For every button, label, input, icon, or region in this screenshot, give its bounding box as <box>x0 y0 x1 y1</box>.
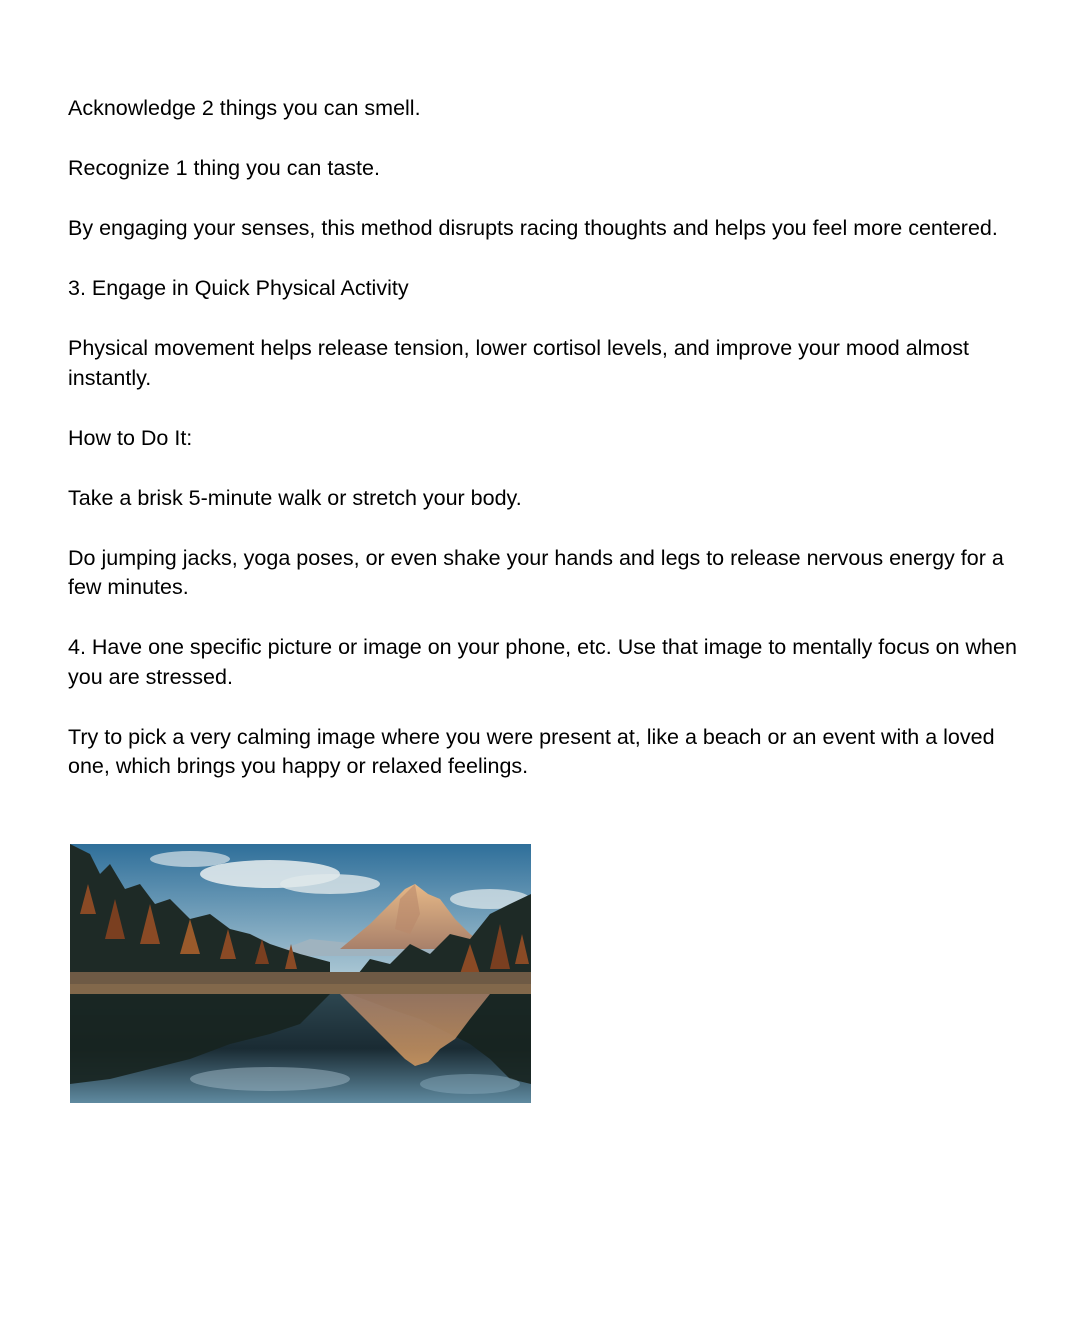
jumping-jacks-step: Do jumping jacks, yoga poses, or even shake your hands and legs to release nervous energy for a few minutes. <box>68 545 1004 599</box>
how-to-heading: How to Do It: <box>68 425 193 450</box>
document-page <box>68 94 1018 812</box>
walk-step: Take a brisk 5-minute walk or stretch your body. <box>68 485 522 510</box>
senses-summary: By engaging your senses, this method disrupts racing thoughts and helps you feel more centered. <box>68 216 998 240</box>
calming-image-description: Try to pick a very calming image where you were present at, like a beach or an event with a loved one, which brings you happy or relaxed feelings. <box>68 724 995 778</box>
section-heading-image-focus: 4. Have one specific picture or image on your phone, etc. Use that image to mentally focus on when you are stressed. <box>68 635 1017 689</box>
smell-step: Acknowledge 2 things you can smell. <box>68 96 421 120</box>
taste-step: Recognize 1 thing you can taste. <box>68 156 380 180</box>
section-heading-physical-activity: 3. Engage in Quick Physical Activity <box>68 276 409 300</box>
physical-activity-description: Physical movement helps release tension, lower cortisol levels, and improve your mood almost instantly. <box>68 336 970 390</box>
landscape-photo <box>70 844 531 1103</box>
